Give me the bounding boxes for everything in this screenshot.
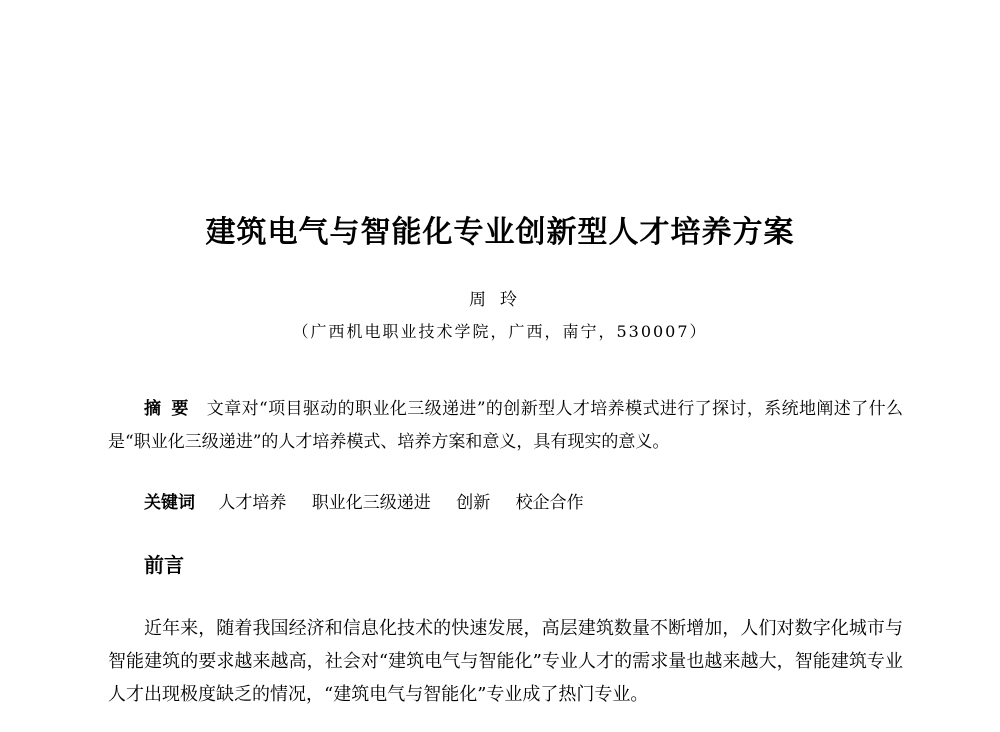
- paper-title: 建筑电气与智能化专业创新型人才培养方案: [205, 215, 795, 250]
- abstract-text: 文章对“项目驱动的职业化三级递进”的创新型人才培养模式进行了探讨，系统地阐述了什么是“职业化三级递进”的人才培养模式、培养方案和意义，具有现实的意义。: [108, 399, 903, 452]
- section-heading: 前言: [144, 553, 184, 577]
- abstract: [108, 393, 903, 459]
- keyword: 校企合作: [515, 493, 584, 513]
- body-paragraph: 近年来，随着我国经济和信息化技术的快速发展，高层建筑数量不断增加，人们对数字化城市与智能建筑的要求越来越高，社会对“建筑电气与智能化”专业人才的需求量也越来越大，智能建筑专业人才出现极度缺乏的情况，“建筑电气与智能化”专业成了热门专业。: [108, 618, 903, 705]
- abstract-label: 摘要: [144, 399, 199, 419]
- keywords-label: 关键词: [144, 493, 195, 513]
- keyword: 创新: [456, 493, 491, 513]
- keyword: 职业化三级递进: [311, 493, 431, 513]
- keyword: 人才培养: [218, 493, 287, 513]
- author-affiliation: （广西机电职业技术学院，广西，南宁，530007）: [292, 322, 708, 341]
- keywords: [144, 488, 904, 518]
- author-name: 周玲: [469, 290, 531, 310]
